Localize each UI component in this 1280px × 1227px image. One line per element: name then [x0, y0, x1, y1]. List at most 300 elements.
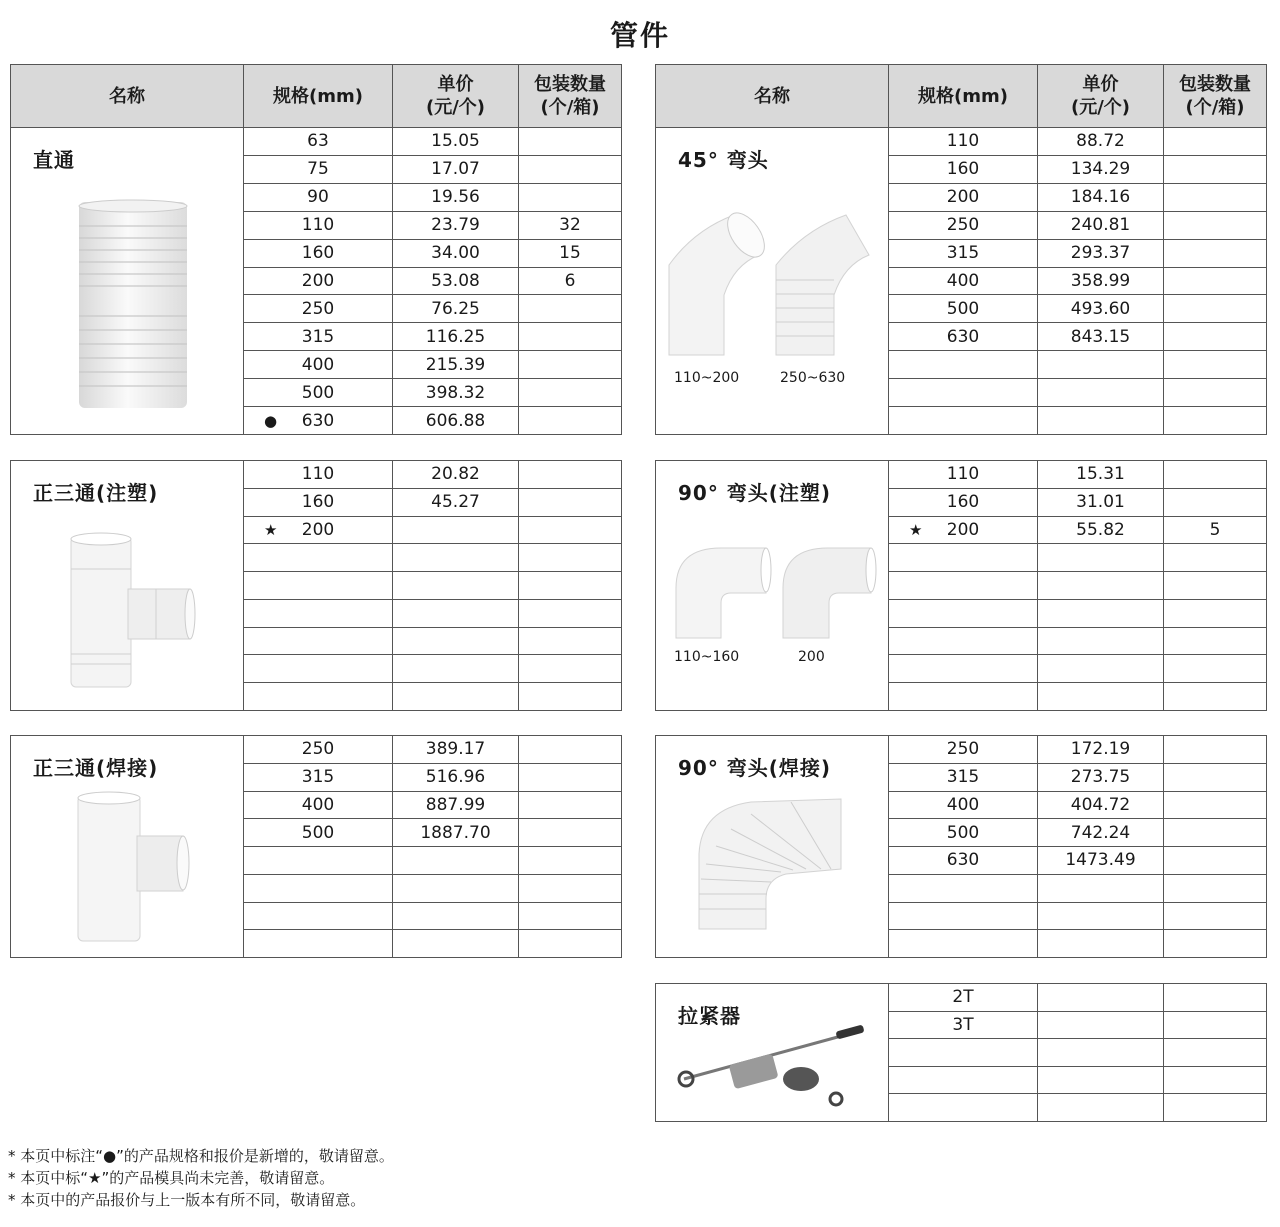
price-cell: 742.24 — [1038, 819, 1164, 846]
pack-cell — [1164, 600, 1266, 627]
pack-cell — [1164, 128, 1266, 155]
spec-cell — [889, 351, 1038, 378]
price-cell — [393, 847, 519, 874]
table-row — [889, 295, 1266, 323]
header-pack: 包装数量 (个/箱) — [1179, 74, 1251, 118]
price-cell: 240.81 — [1038, 212, 1164, 239]
table-row — [244, 184, 621, 212]
spec-value: 400 — [301, 354, 335, 375]
spec-value: 90 — [307, 187, 329, 208]
spec-cell — [244, 600, 393, 627]
spec-cell — [244, 572, 393, 599]
straight-coupling-image — [73, 198, 193, 413]
pack-cell — [1164, 461, 1266, 488]
table-row — [244, 875, 621, 903]
spec-value: 500 — [946, 822, 980, 843]
product-name-cell — [11, 736, 244, 957]
spec-cell — [244, 875, 393, 902]
pack-cell — [519, 184, 621, 211]
spec-cell — [889, 930, 1038, 957]
pack-cell — [1164, 268, 1266, 295]
table-row — [889, 379, 1266, 407]
spec-value: 63 — [307, 131, 329, 152]
price-cell: 516.96 — [393, 764, 519, 791]
spec-value: 500 — [301, 822, 335, 843]
table-row — [244, 489, 621, 517]
table-row — [889, 1094, 1266, 1121]
pack-cell — [1164, 1012, 1266, 1039]
spec-cell — [244, 930, 393, 957]
price-rows — [889, 128, 1266, 434]
pack-cell — [519, 655, 621, 682]
tensioner-image — [676, 1024, 871, 1109]
pack-cell — [1164, 792, 1266, 819]
pack-cell — [519, 764, 621, 791]
header-spec: 规格(mm) — [244, 65, 393, 127]
elbow-90-welded-image — [691, 794, 856, 934]
pack-cell — [519, 875, 621, 902]
header-name: 名称 — [11, 65, 244, 127]
table-row — [889, 903, 1266, 931]
price-cell: 116.25 — [393, 323, 519, 350]
price-cell: 172.19 — [1038, 736, 1164, 763]
table-row — [244, 600, 621, 628]
price-cell: 215.39 — [393, 351, 519, 378]
pack-cell — [519, 600, 621, 627]
header-pack: 包装数量 (个/箱) — [534, 74, 606, 118]
pack-cell — [519, 930, 621, 957]
spec-value: 500 — [946, 298, 980, 319]
product-name: 90° 弯头(焊接) — [678, 756, 832, 780]
table-row — [889, 212, 1266, 240]
price-cell — [393, 600, 519, 627]
footnote: * 本页中标“★”的产品模具尚未完善，敬请留意。 — [8, 1169, 335, 1187]
table-row — [889, 489, 1266, 517]
pack-cell — [1164, 628, 1266, 655]
elbow-90-injection-image — [671, 543, 881, 643]
table-row — [244, 128, 621, 156]
table-row — [244, 212, 621, 240]
price-cell: 34.00 — [393, 240, 519, 267]
price-rows — [889, 461, 1266, 710]
spec-cell — [889, 1067, 1038, 1094]
price-cell — [1038, 544, 1164, 571]
image-caption: 200 — [798, 649, 825, 665]
price-cell — [1038, 379, 1164, 406]
price-cell — [393, 544, 519, 571]
price-cell: 273.75 — [1038, 764, 1164, 791]
spec-cell — [244, 544, 393, 571]
spec-value: 110 — [946, 464, 980, 485]
price-cell — [1038, 628, 1164, 655]
product-name: 直通 — [33, 148, 75, 172]
image-caption: 110~200 — [674, 370, 740, 386]
spec-cell — [244, 351, 393, 378]
spec-value: 110 — [301, 464, 335, 485]
tee-welded-image — [73, 791, 203, 946]
header-name: 名称 — [656, 65, 889, 127]
price-cell: 23.79 — [393, 212, 519, 239]
spec-cell — [889, 764, 1038, 791]
pack-cell — [519, 379, 621, 406]
spec-cell — [889, 1039, 1038, 1066]
price-cell — [1038, 1067, 1164, 1094]
table-row — [889, 268, 1266, 296]
pack-cell — [1164, 212, 1266, 239]
pack-cell — [1164, 683, 1266, 710]
pack-cell — [519, 683, 621, 710]
spec-cell — [889, 628, 1038, 655]
price-cell: 15.05 — [393, 128, 519, 155]
pack-cell — [1164, 323, 1266, 350]
spec-cell — [244, 819, 393, 846]
product-name-cell — [656, 736, 889, 957]
product-name-cell — [11, 461, 244, 710]
table-row — [889, 156, 1266, 184]
spec-cell — [889, 792, 1038, 819]
product-name: 45° 弯头 — [678, 148, 769, 172]
pack-cell — [1164, 240, 1266, 267]
spec-value: 200 — [946, 187, 980, 208]
spec-cell — [889, 875, 1038, 902]
spec-cell — [889, 819, 1038, 846]
table-row — [244, 268, 621, 296]
pack-cell — [1164, 1039, 1266, 1066]
spec-cell — [889, 489, 1038, 516]
table-row — [889, 764, 1266, 792]
spec-value: 315 — [301, 326, 335, 347]
price-cell — [393, 655, 519, 682]
table-row — [244, 323, 621, 351]
product-name: 90° 弯头(注塑) — [678, 481, 832, 505]
price-cell — [1038, 875, 1164, 902]
header-spec: 规格(mm) — [889, 65, 1038, 127]
pack-cell — [519, 489, 621, 516]
spec-cell — [889, 212, 1038, 239]
spec-cell — [889, 379, 1038, 406]
spec-value: 110 — [946, 131, 980, 152]
table-row — [244, 240, 621, 268]
pack-cell — [1164, 736, 1266, 763]
spec-value: 630 — [946, 850, 980, 871]
pack-cell — [1164, 379, 1266, 406]
spec-cell — [244, 323, 393, 350]
table-row — [244, 156, 621, 184]
elbow-45-image — [664, 210, 884, 365]
image-caption: 250~630 — [780, 370, 846, 386]
spec-cell — [889, 461, 1038, 488]
pack-cell: 5 — [1209, 519, 1221, 540]
price-cell — [1038, 683, 1164, 710]
pack-cell — [1164, 903, 1266, 930]
spec-cell — [889, 240, 1038, 267]
table-row — [889, 323, 1266, 351]
spec-cell — [889, 1012, 1038, 1039]
spec-value: 630 — [946, 326, 980, 347]
pack-cell — [519, 544, 621, 571]
table-row — [244, 517, 621, 545]
image-caption: 110~160 — [674, 649, 740, 665]
table-row — [889, 407, 1266, 434]
table-row — [889, 655, 1266, 683]
spec-cell — [889, 517, 1038, 544]
footnotes — [8, 1145, 394, 1211]
spec-value: 315 — [301, 767, 335, 788]
table-row — [244, 683, 621, 710]
spec-value: 200 — [301, 270, 335, 291]
price-cell — [393, 572, 519, 599]
pack-cell — [519, 736, 621, 763]
price-cell — [1038, 407, 1164, 434]
table-header-right — [655, 64, 1267, 128]
table-header-left — [10, 64, 622, 128]
price-cell — [1038, 1012, 1164, 1039]
spec-cell — [244, 764, 393, 791]
spec-cell — [244, 792, 393, 819]
table-row — [244, 903, 621, 931]
spec-cell — [244, 489, 393, 516]
pack-cell — [1164, 1067, 1266, 1094]
mark-symbol: ● — [264, 411, 278, 430]
price-cell: 887.99 — [393, 792, 519, 819]
price-cell — [1038, 655, 1164, 682]
table-row — [889, 683, 1266, 710]
spec-cell — [889, 847, 1038, 874]
section-tensioner — [655, 983, 1267, 1122]
pack-cell — [1164, 655, 1266, 682]
spec-value: 2T — [952, 987, 974, 1008]
spec-value: 400 — [946, 270, 980, 291]
table-row — [244, 930, 621, 957]
spec-value: 630 — [301, 410, 335, 431]
price-cell: 76.25 — [393, 295, 519, 322]
price-cell: 493.60 — [1038, 295, 1164, 322]
price-cell — [393, 903, 519, 930]
pack-cell — [1164, 544, 1266, 571]
price-cell — [1038, 930, 1164, 957]
spec-cell — [889, 984, 1038, 1011]
spec-value: 3T — [952, 1014, 974, 1035]
table-row — [244, 819, 621, 847]
spec-value: 315 — [946, 767, 980, 788]
price-cell: 389.17 — [393, 736, 519, 763]
spec-cell — [244, 628, 393, 655]
table-row — [244, 655, 621, 683]
section-elbow-45 — [655, 127, 1267, 435]
spec-cell — [889, 572, 1038, 599]
pack-cell — [519, 903, 621, 930]
pack-cell — [519, 407, 621, 434]
price-cell — [1038, 351, 1164, 378]
spec-cell — [244, 655, 393, 682]
pack-cell — [519, 461, 621, 488]
table-row — [889, 128, 1266, 156]
price-cell: 17.07 — [393, 156, 519, 183]
price-cell: 184.16 — [1038, 184, 1164, 211]
pack-cell — [1164, 847, 1266, 874]
table-row — [889, 847, 1266, 875]
spec-cell — [889, 128, 1038, 155]
spec-value: 400 — [946, 794, 980, 815]
pack-cell: 15 — [559, 243, 581, 264]
price-cell: 31.01 — [1038, 489, 1164, 516]
spec-value: 160 — [946, 492, 980, 513]
price-cell: 15.31 — [1038, 461, 1164, 488]
price-cell: 53.08 — [393, 268, 519, 295]
spec-cell — [244, 847, 393, 874]
header-price: 单价 (元/个) — [1038, 65, 1164, 127]
table-row — [889, 544, 1266, 572]
table-row — [889, 1012, 1266, 1040]
table-row — [244, 736, 621, 764]
price-cell: 358.99 — [1038, 268, 1164, 295]
section-tee-welded — [10, 735, 622, 958]
price-cell — [393, 875, 519, 902]
table-row — [889, 517, 1266, 545]
pack-cell — [519, 792, 621, 819]
spec-value: 200 — [301, 519, 335, 540]
spec-value: 250 — [946, 739, 980, 760]
spec-cell — [244, 156, 393, 183]
table-row — [889, 984, 1266, 1012]
spec-cell — [244, 268, 393, 295]
spec-value: 160 — [301, 492, 335, 513]
price-cell: 606.88 — [393, 407, 519, 434]
spec-cell — [889, 903, 1038, 930]
price-rows — [244, 461, 621, 710]
spec-cell — [889, 683, 1038, 710]
spec-cell — [244, 903, 393, 930]
spec-cell — [889, 268, 1038, 295]
pack-cell — [1164, 930, 1266, 957]
spec-cell — [244, 379, 393, 406]
section-elbow-90-welded — [655, 735, 1267, 958]
price-cell — [393, 683, 519, 710]
pack-cell — [519, 128, 621, 155]
pack-cell: 32 — [559, 215, 581, 236]
footnote: * 本页中标注“●”的产品规格和报价是新增的，敬请留意。 — [8, 1147, 394, 1165]
spec-cell — [889, 295, 1038, 322]
price-cell: 134.29 — [1038, 156, 1164, 183]
pack-cell — [1164, 407, 1266, 434]
spec-value: 250 — [301, 298, 335, 319]
spec-cell — [889, 544, 1038, 571]
table-row — [244, 351, 621, 379]
pack-cell — [519, 323, 621, 350]
pack-cell — [1164, 184, 1266, 211]
price-cell: 1887.70 — [393, 819, 519, 846]
price-cell — [1038, 984, 1164, 1011]
pack-cell — [519, 819, 621, 846]
spec-value: 160 — [301, 243, 335, 264]
price-cell: 45.27 — [393, 489, 519, 516]
page-title: 管件 — [609, 19, 670, 52]
spec-cell — [244, 736, 393, 763]
spec-cell — [244, 240, 393, 267]
spec-value: 75 — [307, 159, 329, 180]
footnote: * 本页中的产品报价与上一版本有所不同，敬请留意。 — [8, 1191, 366, 1209]
spec-value: 400 — [301, 794, 335, 815]
pack-cell — [1164, 819, 1266, 846]
table-row — [889, 1039, 1266, 1067]
pack-cell — [1164, 295, 1266, 322]
price-cell — [1038, 572, 1164, 599]
pack-cell — [519, 572, 621, 599]
spec-cell — [244, 517, 393, 544]
table-row — [889, 875, 1266, 903]
table-row — [889, 930, 1266, 957]
spec-cell — [889, 1094, 1038, 1121]
table-row — [889, 736, 1266, 764]
spec-value: 110 — [301, 215, 335, 236]
spec-value: 315 — [946, 243, 980, 264]
spec-value: 160 — [946, 159, 980, 180]
table-row — [244, 544, 621, 572]
price-cell — [1038, 1094, 1164, 1121]
table-row — [889, 819, 1266, 847]
price-cell — [393, 628, 519, 655]
table-row — [889, 600, 1266, 628]
product-name-cell — [656, 128, 889, 434]
pack-cell — [1164, 572, 1266, 599]
table-row — [889, 792, 1266, 820]
section-straight-coupling — [10, 127, 622, 435]
pack-cell — [1164, 984, 1266, 1011]
price-cell — [1038, 1039, 1164, 1066]
price-cell: 20.82 — [393, 461, 519, 488]
spec-cell — [244, 461, 393, 488]
pack-cell — [1164, 764, 1266, 791]
pack-cell — [519, 517, 621, 544]
spec-cell — [889, 600, 1038, 627]
spec-cell — [889, 156, 1038, 183]
table-row — [889, 628, 1266, 656]
pack-cell — [519, 628, 621, 655]
price-cell — [393, 517, 519, 544]
mark-symbol: ★ — [264, 520, 278, 539]
table-row — [889, 1067, 1266, 1095]
product-name: 正三通(焊接) — [33, 756, 159, 780]
spec-cell — [244, 128, 393, 155]
spec-cell — [889, 655, 1038, 682]
price-cell — [1038, 903, 1164, 930]
price-rows — [889, 984, 1266, 1121]
table-row — [244, 792, 621, 820]
table-row — [889, 184, 1266, 212]
tee-injection-image — [66, 529, 196, 694]
price-cell: 404.72 — [1038, 792, 1164, 819]
price-rows — [244, 128, 621, 434]
spec-value: 200 — [946, 519, 980, 540]
table-row — [244, 628, 621, 656]
table-row — [244, 572, 621, 600]
price-cell: 843.15 — [1038, 323, 1164, 350]
price-rows — [889, 736, 1266, 957]
spec-cell — [244, 295, 393, 322]
table-row — [889, 461, 1266, 489]
pack-cell — [1164, 875, 1266, 902]
table-row — [889, 351, 1266, 379]
spec-cell — [889, 323, 1038, 350]
section-tee-injection — [10, 460, 622, 711]
table-row — [244, 295, 621, 323]
pack-cell: 6 — [564, 270, 576, 291]
table-row — [244, 407, 621, 434]
spec-cell — [244, 212, 393, 239]
pack-cell — [519, 351, 621, 378]
pack-cell — [519, 295, 621, 322]
table-row — [889, 572, 1266, 600]
